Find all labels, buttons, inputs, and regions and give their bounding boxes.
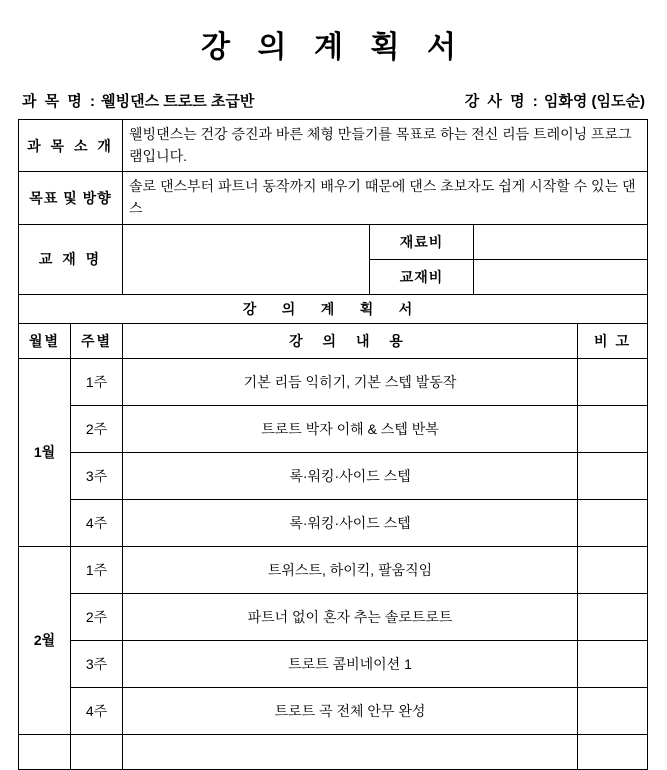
remark-cell xyxy=(578,358,648,405)
column-header-month: 월별 xyxy=(19,323,71,358)
content-cell: 파트너 없이 혼자 추는 솔로트로트 xyxy=(123,593,578,640)
goal-label: 목표 및 방향 xyxy=(19,172,123,224)
table-row xyxy=(19,546,648,593)
table-row xyxy=(19,358,648,405)
instructor-label: 강 사 명 : xyxy=(464,93,540,110)
textbook-label: 교 재 명 xyxy=(19,224,123,294)
content-cell: 록·워킹·사이드 스텝 xyxy=(123,452,578,499)
content-cell: 록·워킹·사이드 스텝 xyxy=(123,499,578,546)
week-cell: 3주 xyxy=(71,452,123,499)
content-cell: 기본 리듬 익히기, 기본 스텝 발동작 xyxy=(123,358,578,405)
page-title: 강 의 계 획 서 xyxy=(201,31,466,64)
table-row xyxy=(19,452,648,499)
month-cell: 1월 xyxy=(19,358,71,546)
remark-cell xyxy=(578,452,648,499)
table-row xyxy=(19,405,648,452)
week-cell: 2주 xyxy=(71,405,123,452)
week-cell: 4주 xyxy=(71,499,123,546)
week-cell: 4주 xyxy=(71,687,123,734)
subject-value: 웰빙댄스 트로트 초급반 xyxy=(101,93,255,110)
column-header-week: 주별 xyxy=(71,323,123,358)
instructor-field xyxy=(465,90,645,111)
remark-cell xyxy=(578,405,648,452)
table-row xyxy=(19,640,648,687)
column-header-remark: 비 고 xyxy=(578,323,648,358)
table-header-row xyxy=(19,323,648,358)
table-row xyxy=(19,687,648,734)
remark-cell xyxy=(578,734,648,769)
remark-cell xyxy=(578,546,648,593)
week-cell: 2주 xyxy=(71,593,123,640)
table-row xyxy=(19,224,648,259)
content-cell: 트로트 콤비네이션 1 xyxy=(123,640,578,687)
subject-label: 과 목 명 : xyxy=(22,93,97,110)
remark-cell xyxy=(578,499,648,546)
remark-cell xyxy=(578,593,648,640)
month-cell: 2월 xyxy=(19,546,71,734)
document-page xyxy=(0,22,667,718)
table-row xyxy=(19,734,648,769)
table-row xyxy=(19,120,648,172)
textbook-value xyxy=(123,224,370,294)
table-row xyxy=(19,172,648,224)
subject-field xyxy=(22,90,254,111)
syllabus-table xyxy=(18,119,648,770)
content-cell: 트로트 곡 전체 안무 완성 xyxy=(123,687,578,734)
subject-intro-value: 웰빙댄스는 건강 증진과 바른 체형 만들기를 목표로 하는 전신 리듬 트레이닝 프로그램입니다. xyxy=(123,120,648,172)
column-header-content: 강 의 내 용 xyxy=(123,323,578,358)
table-row xyxy=(19,294,648,323)
remark-cell xyxy=(578,640,648,687)
week-cell xyxy=(71,734,123,769)
week-cell: 1주 xyxy=(71,358,123,405)
textbook-cost-label: 교재비 xyxy=(370,259,474,294)
material-cost-value xyxy=(474,224,648,259)
material-cost-label: 재료비 xyxy=(370,224,474,259)
textbook-cost-value xyxy=(474,259,648,294)
week-cell: 1주 xyxy=(71,546,123,593)
goal-value: 솔로 댄스부터 파트너 동작까지 배우기 때문에 댄스 초보자도 쉽게 시작할 수 있는 댄스 xyxy=(123,172,648,224)
table-row xyxy=(19,499,648,546)
remark-cell xyxy=(578,687,648,734)
plan-section-title: 강 의 계 획 서 xyxy=(19,294,648,323)
table-row xyxy=(19,593,648,640)
content-cell: 트로트 박자 이해 & 스텝 반복 xyxy=(123,405,578,452)
instructor-value: 임화영 (임도순) xyxy=(543,93,645,110)
content-cell: 트위스트, 하이킥, 팔움직임 xyxy=(123,546,578,593)
month-cell xyxy=(19,734,71,769)
subject-intro-label: 과 목 소 개 xyxy=(19,120,123,172)
week-cell: 3주 xyxy=(71,640,123,687)
content-cell xyxy=(123,734,578,769)
document-header xyxy=(18,90,649,111)
